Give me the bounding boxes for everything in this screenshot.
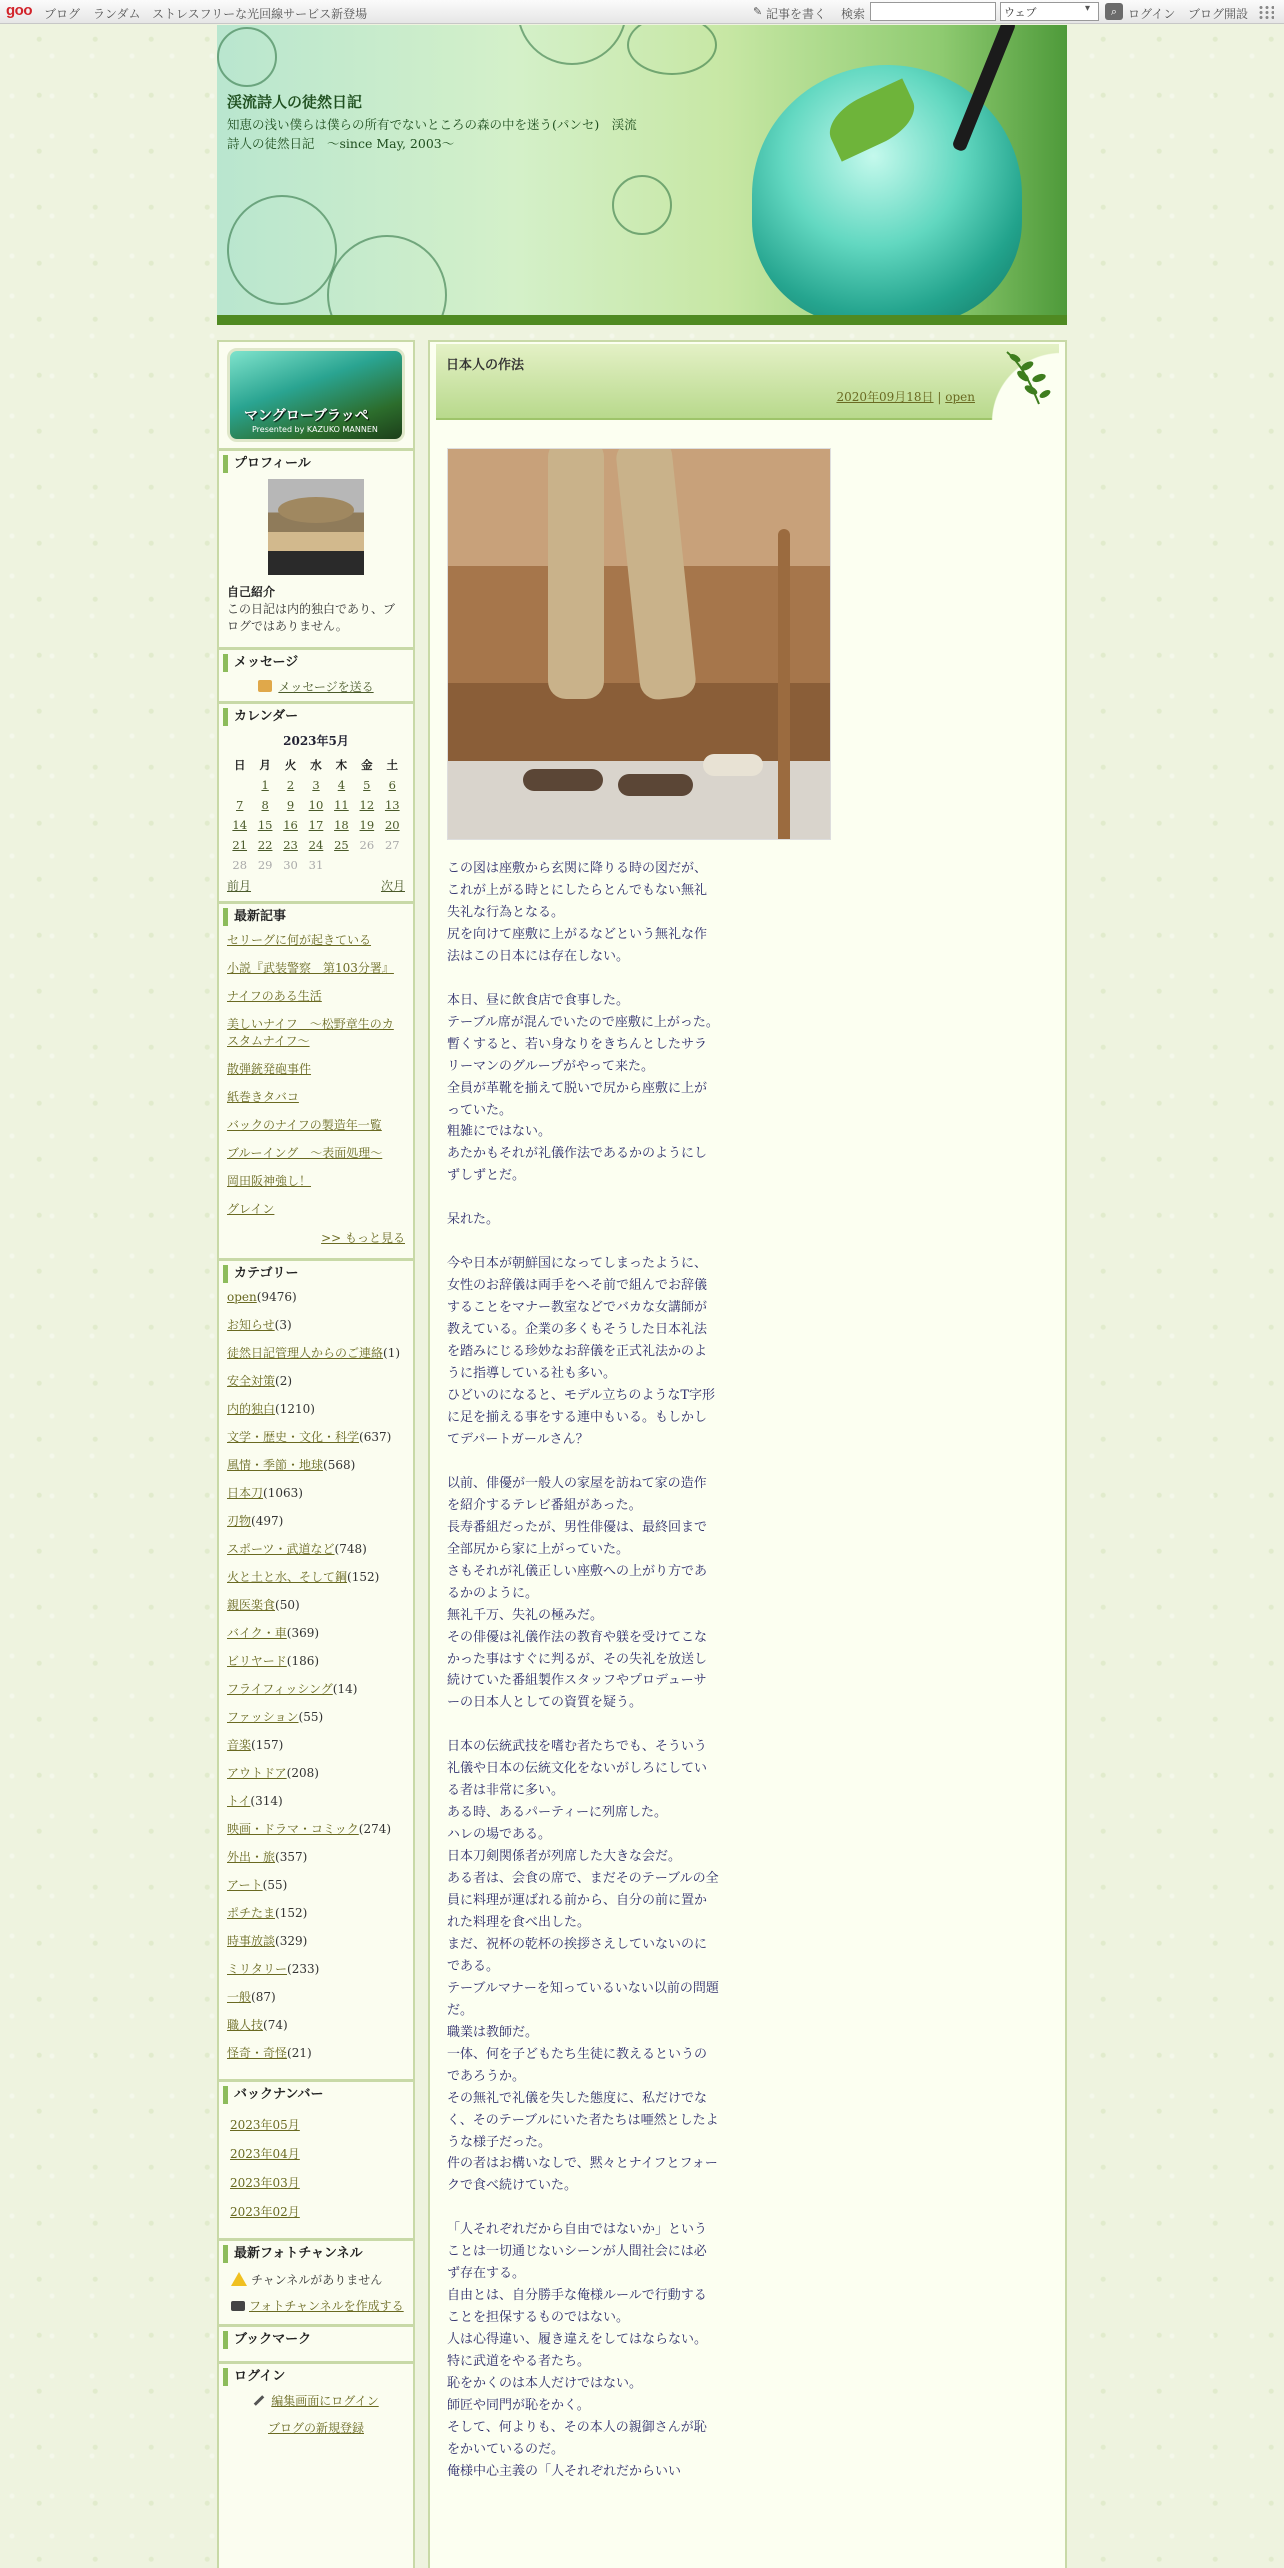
calendar-day[interactable]: 18 xyxy=(334,818,349,832)
calendar-day[interactable]: 20 xyxy=(384,818,400,832)
calendar-weekday: 水 xyxy=(310,758,322,772)
calendar-day[interactable]: 11 xyxy=(334,798,349,812)
category-count: (369) xyxy=(286,1626,320,1640)
category-link[interactable]: ビリヤード xyxy=(227,1654,287,1668)
category-link[interactable]: アウトドア xyxy=(227,1766,287,1780)
category-link[interactable]: 一般 xyxy=(227,1990,252,2004)
category-link[interactable]: 火と土と水、そして鋼 xyxy=(227,1570,348,1584)
recent-post-link[interactable]: 散弾銃発砲事件 xyxy=(227,1062,312,1076)
category-link[interactable]: 徒然日記管理人からのご連絡 xyxy=(227,1346,384,1360)
calendar-weekday: 月 xyxy=(259,758,271,772)
calendar-day[interactable]: 1 xyxy=(261,778,269,792)
category-link[interactable]: バイク・車 xyxy=(227,1626,287,1640)
photo-channel-section xyxy=(219,2238,413,2320)
calendar-day[interactable]: 5 xyxy=(363,778,371,792)
calendar-weekday: 火 xyxy=(284,758,297,772)
bookmark-section xyxy=(219,2324,413,2361)
category-item xyxy=(227,1457,405,1474)
category-count: (233) xyxy=(287,1962,320,1976)
calendar-day[interactable]: 25 xyxy=(334,838,349,852)
category-link[interactable]: アート xyxy=(227,1878,263,1892)
calendar-weekday: 木 xyxy=(335,758,348,772)
backnumber-link[interactable]: 2023年04月 xyxy=(230,2147,300,2161)
calendar-weekday: 土 xyxy=(386,758,399,772)
calendar-day[interactable]: 8 xyxy=(261,798,269,812)
category-count: (314) xyxy=(250,1794,283,1808)
calendar-day: 26 xyxy=(359,838,375,852)
category-item xyxy=(227,1989,405,2006)
shoe-image xyxy=(618,774,693,796)
header-divider xyxy=(217,321,1067,325)
category-item xyxy=(227,1737,405,1754)
recent-post-link[interactable]: 小説『武装警察 第103分署』 xyxy=(227,961,394,975)
category-link[interactable]: 職人技 xyxy=(227,2018,264,2032)
login-link[interactable]: ログイン xyxy=(1128,7,1176,21)
handrail-image xyxy=(778,529,790,840)
search-scope-select[interactable]: ウェブ xyxy=(1000,2,1099,21)
recent-posts-heading: 最新記事 xyxy=(223,908,405,926)
category-item xyxy=(227,1289,405,1306)
categories-heading: カテゴリー xyxy=(223,1265,405,1283)
category-item xyxy=(227,1373,405,1390)
signup-link[interactable]: ブログの新規登録 xyxy=(267,2421,364,2435)
category-count: (152) xyxy=(275,1906,308,1920)
category-link[interactable]: open xyxy=(227,1290,257,1304)
login-section xyxy=(219,2361,413,2452)
calendar-day[interactable]: 16 xyxy=(283,818,298,832)
backnumber-heading: バックナンバー xyxy=(223,2086,405,2104)
backnumber-section xyxy=(219,2079,413,2238)
calendar-day[interactable]: 24 xyxy=(308,838,324,852)
send-message-label: メッセージを送る xyxy=(278,680,374,694)
recent-post-link[interactable]: ブルーイング 〜表面処理〜 xyxy=(227,1146,383,1160)
category-link[interactable]: 音楽 xyxy=(227,1738,252,1752)
edit-login-link[interactable] xyxy=(227,2392,405,2409)
calendar-day[interactable]: 15 xyxy=(257,818,273,832)
category-link[interactable]: 親医楽食 xyxy=(227,1598,276,1612)
calendar-table xyxy=(227,755,405,875)
recent-post-link[interactable]: バックのナイフの製造年一覧 xyxy=(227,1118,382,1132)
ornament-icon xyxy=(612,175,672,235)
profile-heading: プロフィール xyxy=(223,455,405,473)
post-paragraph: 本日、昼に飲食店で食事した。 テーブル席が混んでいたので座敷に上がった。 暫くすると、若い身なりをきちんとしたサラリーマンのグループがやって来た。 全員が革靴を揃えて脱いで尻から座敷に上がっていた。 粗雑にではない。 あたかもそれが礼儀作法であるかのようにしずしずとだ。 xyxy=(447,992,719,1184)
calendar-day[interactable]: 4 xyxy=(337,778,346,792)
category-count: (186) xyxy=(286,1654,320,1668)
category-count: (1063) xyxy=(263,1486,303,1500)
calendar-day: 29 xyxy=(257,858,273,872)
category-count: (1210) xyxy=(275,1402,315,1416)
category-count: (55) xyxy=(298,1710,324,1724)
category-item xyxy=(227,1345,405,1362)
pencil-icon xyxy=(254,2395,265,2406)
recent-post-link[interactable]: 美しいナイフ 〜松野章生のカスタムナイフ〜 xyxy=(227,1017,394,1048)
message-section xyxy=(219,647,413,701)
leaf-sprig-icon xyxy=(999,346,1055,408)
category-item xyxy=(227,1933,405,1950)
post-meta xyxy=(836,388,975,405)
category-count: (21) xyxy=(287,2046,312,2060)
post-paragraph: 「人それぞれだから自由ではないか」ということは一切通じないシーンが人間社会には必ず存在する。 自由とは、自分勝手な俺様ルールで行動することを担保するものではない。 人は心得違い、履き違えをしてはならない。 特に武道をやる者たち。 恥をかくのは本人だけではない。 師匠や同門が恥をかく。 そして、何よりも、その本人の親御さんが恥をかいているのだ。 俺様中心主義の「人それぞれだからいい xyxy=(447,2222,708,2479)
calendar-day[interactable]: 14 xyxy=(232,818,248,832)
recent-posts-section xyxy=(219,901,413,1252)
category-item xyxy=(227,1569,405,1586)
calendar-weekday: 金 xyxy=(361,758,373,772)
recent-post-link[interactable]: セリーグに何が起きている xyxy=(227,933,372,947)
recent-post-link[interactable]: ナイフのある生活 xyxy=(227,989,322,1003)
calendar-day[interactable]: 23 xyxy=(283,838,298,852)
recent-post-link[interactable]: グレイン xyxy=(227,1202,275,1216)
post-paragraph: この図は座敷から玄関に降りる時の図だが、これが上がる時とにしたらとんでもない無礼失礼な行為となる。 尻を向けて座敷に上がるなどという無礼な作法はこの日本には存在しない。 xyxy=(447,861,708,964)
ornament-icon xyxy=(627,25,717,75)
calendar-day: 30 xyxy=(283,858,298,872)
category-item xyxy=(227,2017,405,2034)
post-paragraph: 以前、俳優が一般人の家屋を訪ねて家の造作を紹介するテレビ番組があった。 長寿番組だったが、男性俳優は、最終回まで全部尻から家に上がっていた。 さもそれが礼儀正しい座敷への上がり方であるかのように。 無礼千万、失礼の極みだ。 その俳優は礼儀作法の教育や躾を受けてこなかった事はすぐに判るが、その失礼を放送し続けていた番組製作スタッフやプロデューサーの日本人としての資質を疑う。 xyxy=(447,1475,708,1711)
category-count: (87) xyxy=(251,1990,276,2004)
shoe-image xyxy=(523,769,603,791)
bookmark-heading: ブックマーク xyxy=(223,2331,405,2349)
meta-separator: | xyxy=(937,390,942,404)
calendar-day: 27 xyxy=(384,838,400,852)
category-link[interactable]: 怪奇・奇怪 xyxy=(227,2046,288,2060)
category-item xyxy=(227,1513,405,1530)
post-header xyxy=(436,344,1059,420)
category-link[interactable]: 映画・ドラマ・コミック xyxy=(227,1822,359,1836)
category-link[interactable]: ミリタリー xyxy=(227,1962,288,1976)
goo-logo[interactable]: goo xyxy=(6,2,32,19)
login-heading: ログイン xyxy=(223,2368,405,2386)
calendar-day[interactable]: 17 xyxy=(308,818,324,832)
category-count: (2) xyxy=(275,1374,293,1388)
ornament-icon xyxy=(227,195,337,305)
toolbar-link-blog[interactable]: ブログ xyxy=(44,7,81,21)
category-item xyxy=(227,1765,405,1782)
calendar-section xyxy=(219,701,413,901)
backnumber-link[interactable]: 2023年02月 xyxy=(230,2205,300,2219)
category-item xyxy=(227,1429,405,1446)
calendar-day[interactable]: 3 xyxy=(312,778,320,792)
no-channel-notice xyxy=(227,2271,405,2288)
category-count: (274) xyxy=(358,1822,392,1836)
category-count: (152) xyxy=(347,1570,380,1584)
banner-subtitle: Presented by KAZUKO MANNEN xyxy=(252,425,378,434)
toolbar-link-promo[interactable]: ストレスフリーな光回線サービス新登場 xyxy=(152,7,368,21)
shoe-image xyxy=(703,754,763,776)
category-item xyxy=(227,1905,405,1922)
post-paragraph: 日本の伝統武技を嗜む者たちでも、そういう礼儀や日本の伝統文化をないがしろにしている者は非常に多い。 ある時、あるパーティーに列席した。 ハレの場である。 日本刀剣関係者が列席した大きな会だ。 ある者は、会食の席で、まだそのテーブルの全員に料理が運ばれる前から、自分の前に置かれた料理を食べ出した。 まだ、祝杯の乾杯の挨拶さえしていないのにである。 テーブルマナーを知っているいない以前の問題だ。 職業は教師だ。 一体、何を子どもたち生徒に教えるというのであろうか。 その無礼で礼儀を失した態度に、私だけでなく、そのテーブルにいた者たちは唖然としたような様子だった。 件の者はお構いなしで、黙々とナイフとフォークで食べ続けていた。 xyxy=(447,1739,719,2194)
search-button[interactable]: ⌕ xyxy=(1105,3,1123,20)
category-item xyxy=(227,1961,405,1978)
calendar-day[interactable]: 2 xyxy=(286,778,295,792)
edit-login-label: 編集画面にログイン xyxy=(271,2394,379,2408)
next-month-link[interactable]: 次月 xyxy=(380,879,405,893)
calendar-day[interactable]: 10 xyxy=(308,798,324,812)
category-count: (748) xyxy=(334,1542,367,1556)
create-photo-channel-label: フォトチャンネルを作成する xyxy=(249,2299,404,2313)
main-content xyxy=(428,340,1067,2568)
categories-section xyxy=(219,1258,413,2079)
open-blog-link[interactable]: ブログ開設 xyxy=(1188,7,1249,21)
category-link[interactable]: 刃物 xyxy=(227,1514,252,1528)
sidebar xyxy=(217,340,415,2568)
leg-image xyxy=(615,448,698,701)
category-count: (50) xyxy=(275,1598,300,1612)
category-count: (357) xyxy=(275,1850,308,1864)
search-label: 検索 xyxy=(841,7,866,21)
send-message-link[interactable] xyxy=(227,678,405,695)
calendar-day[interactable]: 21 xyxy=(232,838,248,852)
blog-title[interactable]: 渓流詩人の徒然日記 xyxy=(227,93,363,111)
post-date-link[interactable]: 2020年09月18日 xyxy=(836,390,934,404)
calendar-day[interactable]: 22 xyxy=(257,838,273,852)
calendar-day[interactable]: 12 xyxy=(359,798,375,812)
calendar-day[interactable]: 6 xyxy=(388,778,396,792)
category-item xyxy=(227,1793,405,1810)
category-link[interactable]: 安全対策 xyxy=(227,1374,276,1388)
category-item xyxy=(227,1877,405,1894)
ornament-icon xyxy=(217,27,277,87)
calendar-day xyxy=(380,855,405,875)
category-link[interactable]: 時事放談 xyxy=(227,1934,276,1948)
category-item xyxy=(227,1625,405,1642)
no-channel-text: チャンネルがありません xyxy=(251,2273,383,2287)
category-link[interactable]: 日本刀 xyxy=(227,1486,264,1500)
category-item xyxy=(227,1821,405,1838)
category-link[interactable]: フライフィッシング xyxy=(227,1682,333,1696)
calendar-day xyxy=(329,855,354,875)
post-body xyxy=(447,858,719,2505)
blog-header xyxy=(217,25,1067,325)
message-heading: メッセージ xyxy=(223,654,405,672)
more-posts-link[interactable]: >> もっと見る xyxy=(321,1231,405,1245)
category-link[interactable]: ポチたま xyxy=(227,1906,276,1920)
ornament-icon xyxy=(327,235,447,325)
toolbar-link-random[interactable]: ランダム xyxy=(93,7,141,21)
category-count: (157) xyxy=(251,1738,284,1752)
post-category-link[interactable]: open xyxy=(945,390,975,404)
category-item xyxy=(227,2045,405,2062)
envelope-icon xyxy=(258,680,272,692)
category-item xyxy=(227,1317,405,1334)
category-count: (1) xyxy=(383,1346,401,1360)
category-count: (55) xyxy=(262,1878,288,1892)
category-item xyxy=(227,1849,405,1866)
post-paragraph: 今や日本が朝鮮国になってしまったように、女性のお辞儀は両手をへそ前で組んでお辞儀することをマナー教室などでバカな女講師が教えている。企業の多くもそうした日本礼法を踏みにじる珍妙なお辞儀を正式礼法かのように指導している社も多い。 ひどいのになると、モデル立ちのようなT字形に足を揃える事をする連中もいる。もしかしてデパートガールさん？ xyxy=(447,1256,716,1447)
category-count: (14) xyxy=(332,1682,358,1696)
category-link[interactable]: トイ xyxy=(227,1794,251,1808)
photo-channel-heading: 最新フォトチャンネル xyxy=(223,2245,405,2263)
category-count: (497) xyxy=(251,1514,284,1528)
calendar-weekday: 日 xyxy=(233,758,246,772)
warning-icon xyxy=(231,2272,247,2286)
goo-toolbar xyxy=(0,0,1284,24)
calendar-heading: カレンダー xyxy=(223,708,405,726)
avatar[interactable] xyxy=(268,479,364,575)
camera-icon xyxy=(231,2301,245,2311)
ornament-icon xyxy=(517,25,627,65)
profile-section xyxy=(219,448,413,641)
calendar-day[interactable]: 19 xyxy=(359,818,375,832)
category-link[interactable]: 風情・季節・地球 xyxy=(227,1458,324,1472)
category-link[interactable]: 文学・歴史・文化・科学 xyxy=(227,1430,360,1444)
grid-menu-icon[interactable] xyxy=(1258,5,1274,19)
banner-title: マングローブラッペ xyxy=(244,408,369,424)
pencil-icon: ✎ xyxy=(753,5,763,18)
category-count: (74) xyxy=(263,2018,288,2032)
category-link[interactable]: お知らせ xyxy=(227,1318,275,1332)
calendar-day xyxy=(354,855,379,875)
mangrove-banner[interactable] xyxy=(227,348,405,442)
category-link[interactable]: 内的独白 xyxy=(227,1402,276,1416)
category-item xyxy=(227,1653,405,1670)
category-link[interactable]: 外出・旅 xyxy=(227,1850,276,1864)
category-link[interactable]: ファッション xyxy=(227,1710,299,1724)
post-title[interactable]: 日本人の作法 xyxy=(446,358,525,373)
category-count: (208) xyxy=(286,1766,319,1780)
backnumber-link[interactable]: 2023年05月 xyxy=(230,2118,300,2132)
category-count: (3) xyxy=(274,1318,292,1332)
calendar-day: 28 xyxy=(232,858,248,872)
category-count: (329) xyxy=(275,1934,308,1948)
category-item xyxy=(227,1401,405,1418)
category-count: (637) xyxy=(359,1430,392,1444)
leg-image xyxy=(548,448,604,699)
category-item xyxy=(227,1709,405,1726)
chevron-down-icon: ▾ xyxy=(1085,3,1091,14)
prev-month-link[interactable]: 前月 xyxy=(227,879,252,893)
search-input[interactable] xyxy=(870,2,996,21)
category-item xyxy=(227,1597,405,1614)
calendar-month: 2023年5月 xyxy=(283,734,349,748)
profile-intro-heading: 自己紹介 xyxy=(227,585,276,599)
calendar-day[interactable]: 9 xyxy=(286,798,295,812)
recent-post-link[interactable]: 岡田阪神強し！ xyxy=(227,1174,312,1188)
calendar-day xyxy=(227,775,252,795)
calendar-day[interactable]: 13 xyxy=(384,798,400,812)
category-count: (568) xyxy=(323,1458,356,1472)
post-image[interactable] xyxy=(447,448,831,840)
recent-post-link[interactable]: 紙巻きタバコ xyxy=(227,1090,299,1104)
category-count: (9476) xyxy=(256,1290,297,1304)
profile-text: この日記は内的独白であり、ブログではありません。 xyxy=(227,602,396,633)
category-link[interactable]: スポーツ・武道など xyxy=(227,1542,335,1556)
write-article-link[interactable]: 記事を書く xyxy=(766,7,827,21)
post-paragraph: 呆れた。 xyxy=(447,1212,500,1228)
category-item xyxy=(227,1485,405,1502)
blog-description: 知恵の浅い僕らは僕らの所有でないところの森の中を迷う(パンセ) 渓流詩人の徒然日記 ～since May, 2003～ xyxy=(227,117,637,151)
category-item xyxy=(227,1681,405,1698)
calendar-day: 31 xyxy=(308,858,324,872)
calendar-day[interactable]: 7 xyxy=(236,798,244,812)
create-photo-channel-link[interactable] xyxy=(227,2298,405,2314)
category-item xyxy=(227,1541,405,1558)
backnumber-link[interactable]: 2023年03月 xyxy=(230,2176,300,2190)
